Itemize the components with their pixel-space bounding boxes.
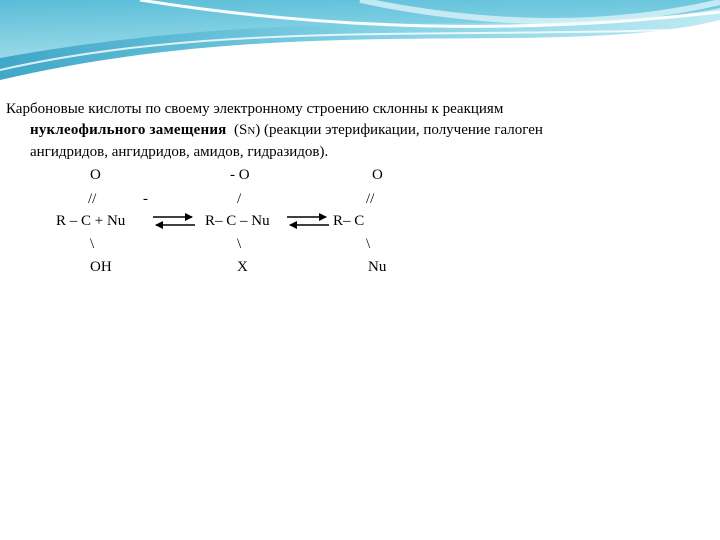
sn-subscript: N (247, 125, 256, 137)
scheme-3-single-bond: \ (366, 236, 371, 252)
scheme-2-main: R– C – Nu (205, 213, 270, 229)
equilibrium-arrow-1 (153, 217, 195, 225)
scheme-1-double-bond: // (88, 191, 97, 207)
scheme-1-charge: - (143, 191, 148, 207)
equilibrium-arrow-2 (287, 217, 329, 225)
bold-term: нуклеофильного замещения (30, 122, 227, 138)
scheme-2-bond: / (237, 191, 242, 207)
scheme-1-single-bond: \ (90, 236, 95, 252)
scheme-2-single-bond: \ (237, 236, 242, 252)
scheme-2-oxygen: - O (230, 167, 250, 183)
scheme-1-main: R – C + Nu (56, 213, 126, 229)
scheme-2-x: X (237, 259, 248, 275)
scheme-3-main: R– C (333, 213, 365, 229)
sn-prefix: (S (233, 122, 248, 138)
scheme-1-oxygen: O (90, 167, 101, 183)
paragraph-line-1: Карбоновые кислоты по своему электронному строению склонны к реакциям (6, 101, 504, 117)
paragraph-line-3: ангидридов, ангидридов, амидов, гидразидов). (30, 144, 329, 160)
scheme-1-hydroxyl: OH (90, 259, 112, 275)
scheme-3-double-bond: // (366, 191, 375, 207)
paragraph-line-2-end: ) (реакции этерификации, получение галоген (255, 122, 543, 138)
scheme-3-oxygen: O (372, 167, 383, 183)
scheme-3-nucleophile: Nu (368, 259, 387, 275)
